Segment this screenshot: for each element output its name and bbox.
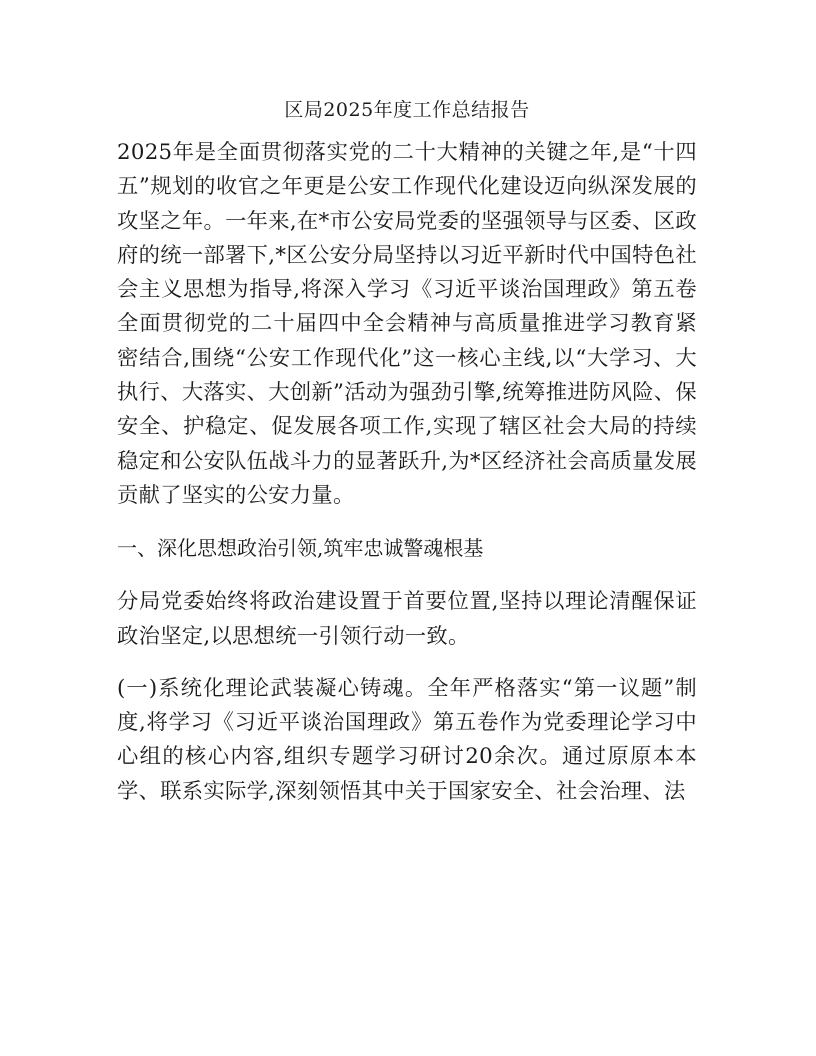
intro-paragraph: 2025年是全面贯彻落实党的二十大精神的关键之年,是“十四五”规划的收官之年更是公安工作现代化建设迈向纵深发展的攻坚之年。一年来,在*市公安局党委的坚强领导与区委、区政府的统一部署下,*区公安分局坚持以习近平新时代中国特色社会主义思想为指导,将深入学习《习近平谈治国理政》第五卷全面贯彻党的二十届四中全会精神与高质量推进学习教育紧密结合,围绕“公安工作现代化”这一核心主线,以“大学习、大执行、大落实、大创新”活动为强劲引擎,统筹推进防风险、保安全、护稳定、促发展各项工作,实现了辖区社会大局的持续稳定和公安队伍战斗力的显著跃升,为*区经济社会高质量发展贡献了坚实的公安力量。	[117, 140, 697, 508]
section-heading: 一、深化思想政治引领,筑牢忠诚警魂根基	[117, 536, 484, 561]
document-title: 区局2025年度工作总结报告	[284, 99, 530, 121]
document-page	[117, 90, 697, 827]
section-intro-paragraph: 分局党委始终将政治建设置于首要位置,坚持以理论清醒保证政治坚定,以思想统一引领行动一致。	[117, 589, 697, 649]
subsection-paragraph: (一)系统化理论武装凝心铸魂。全年严格落实“第一议题”制度,将学习《习近平谈治国理政》第五卷作为党委理论学习中心组的核心内容,组织专题学习研讨20余次。通过原原本本学、联系实际学,深刻领悟其中关于国家安全、社会治理、法	[117, 675, 697, 804]
